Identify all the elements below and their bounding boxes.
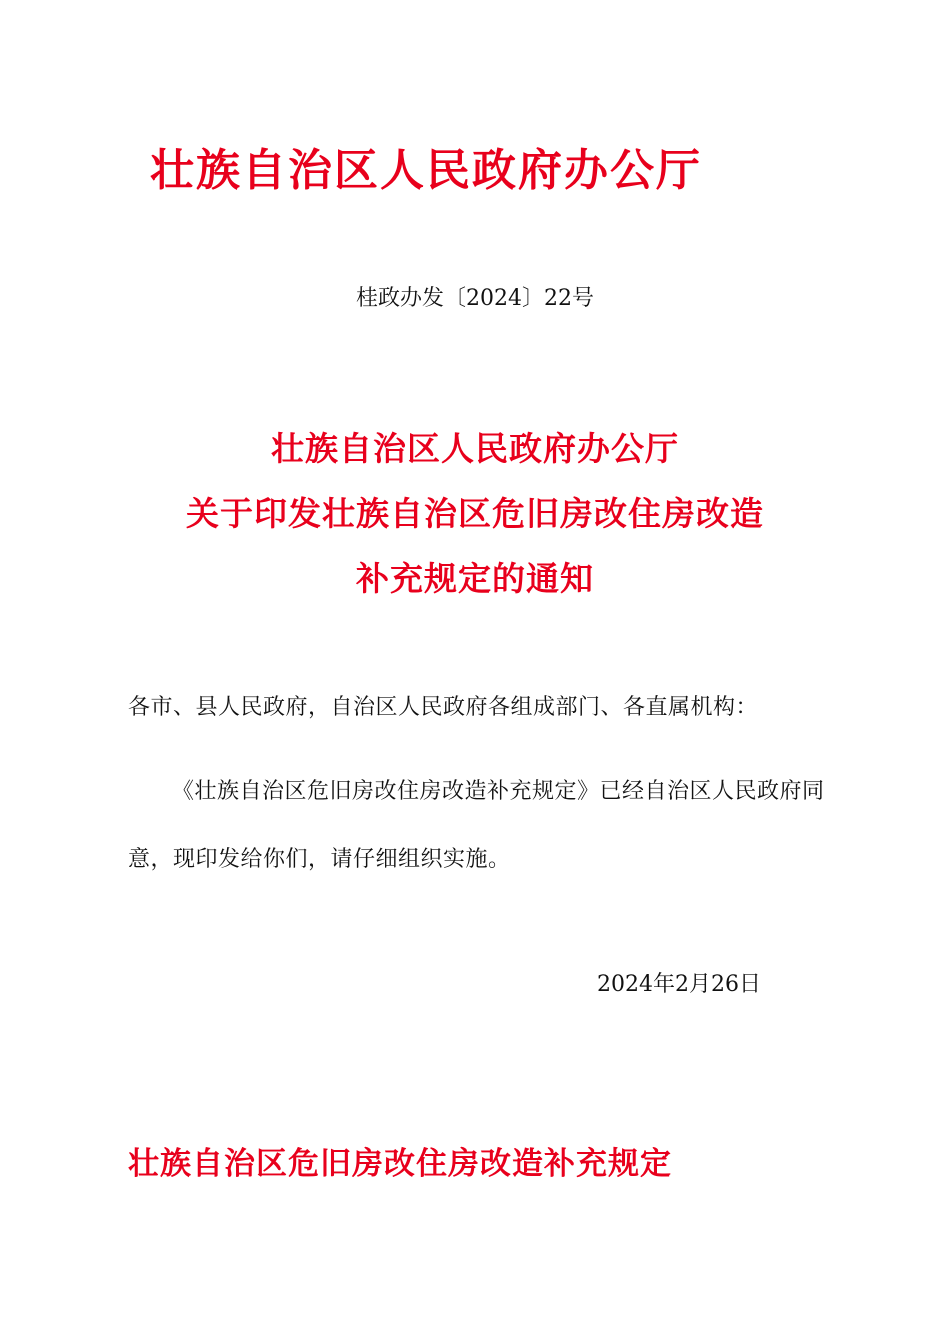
notice-title-line-1: 壮族自治区人民政府办公厅 — [271, 429, 679, 468]
attachment-title: 壮族自治区危旧房改住房改造补充规定 — [128, 1146, 672, 1182]
notice-title — [0, 416, 950, 611]
addressee-line: 各市、县人民政府，自治区人民政府各组成部门、各直属机构： — [128, 695, 759, 720]
document-number: 桂政办发〔2024〕22号 — [356, 286, 594, 311]
signature-date: 2024年2月26日 — [597, 972, 761, 997]
notice-title-line-3: 补充规定的通知 — [356, 559, 594, 598]
issuer-heading: 壮族自治区人民政府办公厅 — [150, 145, 702, 196]
notice-title-line-2: 关于印发壮族自治区危旧房改住房改造 — [186, 494, 764, 533]
body-paragraph: 《壮族自治区危旧房改住房改造补充规定》已经自治区人民政府同意，现印发给你们，请仔细组织实施。 — [128, 779, 825, 872]
